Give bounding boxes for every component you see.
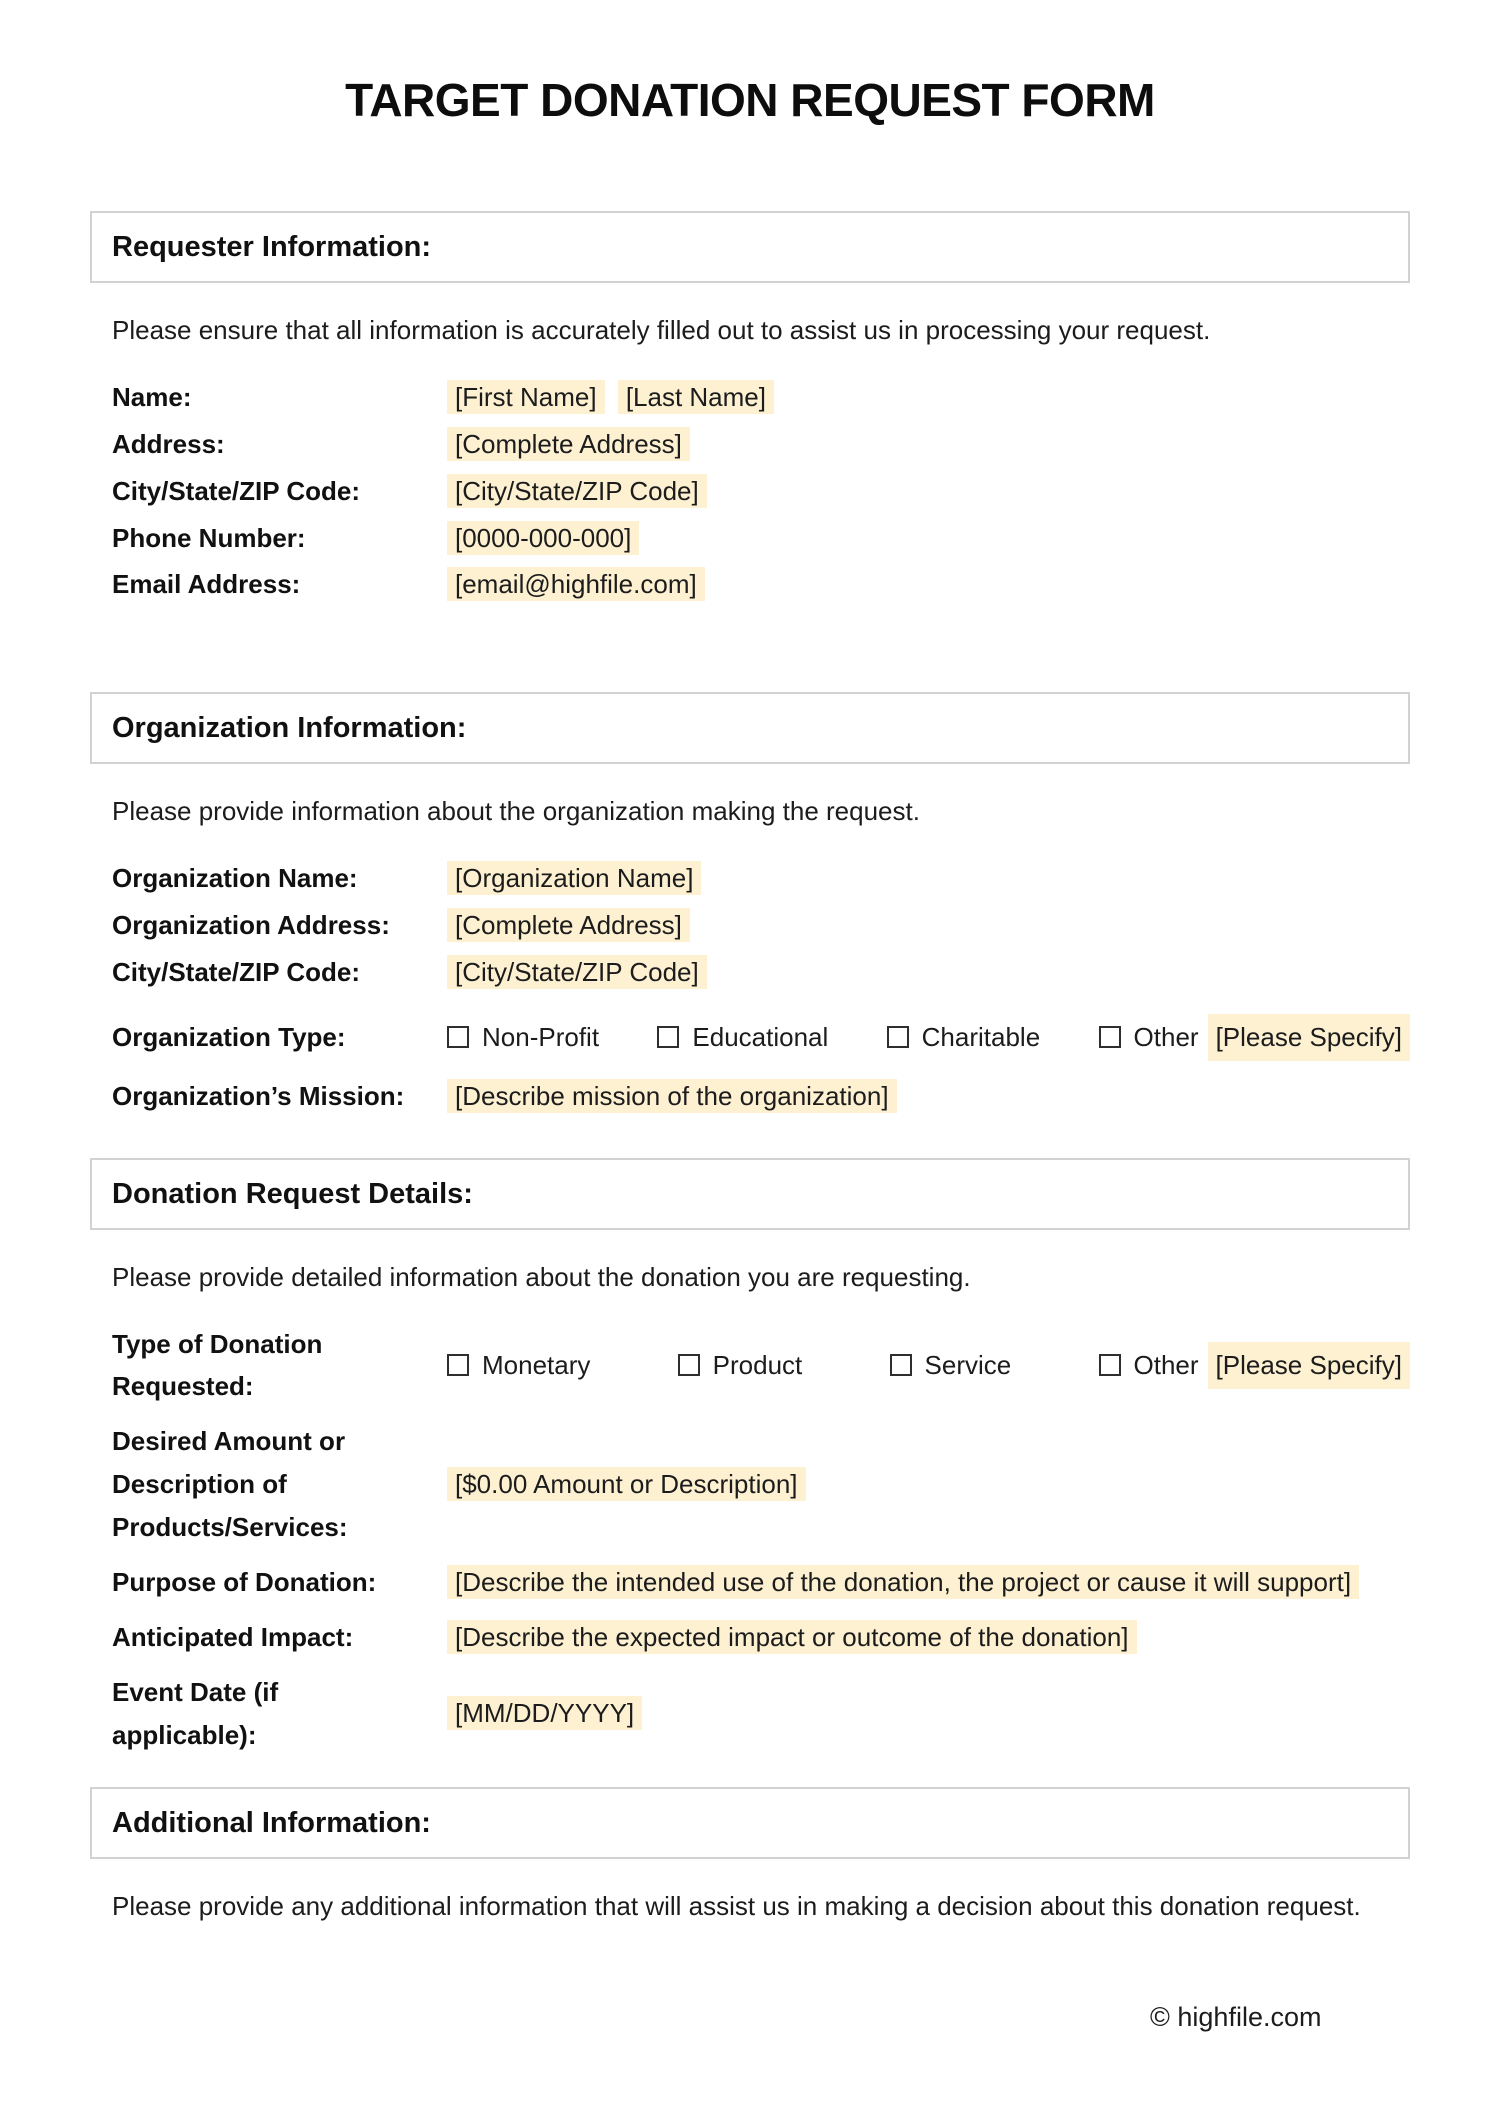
section-heading-box (90, 1158, 1410, 1230)
checkbox-other-donation-type[interactable] (1099, 1354, 1121, 1376)
placeholder-address[interactable]: [Complete Address] (447, 427, 690, 461)
placeholder-other-organization-type[interactable]: [Please Specify] (1208, 1014, 1410, 1061)
section-intro: Please ensure that all information is accurately filled out to assist us in processing your request. (112, 315, 1211, 345)
placeholder-last-name[interactable]: [Last Name] (618, 380, 774, 414)
field-rows (112, 1323, 1410, 1757)
section-intro: Please provide detailed information about the donation you are requesting. (112, 1261, 971, 1292)
checkbox-monetary[interactable] (447, 1354, 469, 1376)
checkbox-other-organization-type[interactable] (1099, 1026, 1121, 1048)
field-value (447, 376, 1410, 419)
field-value (447, 857, 1410, 900)
field-label: Organization Address: (112, 910, 390, 941)
checkbox-label: Monetary (482, 1350, 591, 1381)
field-row-anticipated-impact (112, 1616, 1410, 1659)
section-heading: Requester Information: (112, 231, 432, 263)
field-value (447, 951, 1410, 994)
field-value (447, 904, 1410, 947)
field-row-organization-name (112, 857, 1410, 900)
field-label: Type of Donation Requested: (112, 1328, 323, 1402)
placeholder-other-donation-type[interactable]: [Please Specify] (1208, 1342, 1410, 1389)
field-label: Organization Type: (112, 1021, 346, 1052)
checkbox-label: Educational (692, 1021, 829, 1052)
option-charitable (887, 1016, 1041, 1059)
checkbox-label: Non-Profit (482, 1021, 600, 1052)
placeholder-organization-city-state-zip[interactable]: [City/State/ZIP Code] (447, 955, 707, 989)
field-label: Email Address: (112, 569, 301, 600)
placeholder-phone[interactable]: [0000-000-000] (447, 521, 639, 555)
placeholder-city-state-zip[interactable]: [City/State/ZIP Code] (447, 474, 707, 508)
field-rows (112, 857, 1410, 1117)
field-row-purpose (112, 1561, 1410, 1604)
field-label: Address: (112, 428, 225, 459)
section-heading: Additional Information: (112, 1806, 431, 1839)
field-row-organization-address (112, 904, 1410, 947)
field-label: City/State/ZIP Code: (112, 475, 361, 506)
section-additional-information (90, 1787, 1410, 1928)
field-label: City/State/ZIP Code: (112, 957, 361, 988)
field-label: Organization Name: (112, 863, 358, 894)
option-monetary (447, 1344, 590, 1387)
field-row-donation-type (112, 1323, 1410, 1409)
placeholder-first-name[interactable]: [First Name] (447, 380, 605, 414)
checkbox-group-donation-type (447, 1342, 1410, 1389)
placeholder-desired-amount[interactable]: [$0.00 Amount or Description] (447, 1467, 806, 1501)
field-value (447, 1692, 1410, 1735)
field-row-organization-mission (112, 1075, 1410, 1118)
field-row-address (112, 423, 1410, 466)
section-heading: Organization Information: (112, 712, 467, 745)
field-label: Anticipated Impact: (112, 1621, 354, 1652)
field-row-desired-amount (112, 1420, 1410, 1549)
option-educational (657, 1016, 828, 1059)
field-row-phone (112, 517, 1410, 560)
field-row-organization-type (112, 1014, 1410, 1061)
section-organization-information (90, 692, 1410, 1117)
field-row-city-state-zip (112, 470, 1410, 513)
field-value (447, 1561, 1410, 1604)
field-label: Organization’s Mission: (112, 1080, 405, 1111)
field-value (447, 563, 1410, 606)
placeholder-organization-name[interactable]: [Organization Name] (447, 861, 701, 895)
checkbox-service[interactable] (890, 1354, 912, 1376)
field-value (447, 1616, 1410, 1659)
field-label: Event Date (if applicable): (112, 1676, 279, 1750)
section-heading-box (90, 211, 1410, 283)
checkbox-non-profit[interactable] (447, 1026, 469, 1048)
field-label: Phone Number: (112, 522, 306, 553)
field-value (447, 517, 1410, 560)
section-intro: Please provide information about the organization making the request. (112, 796, 920, 827)
field-value (447, 1463, 1410, 1506)
placeholder-event-date[interactable]: [MM/DD/YYYY] (447, 1696, 642, 1730)
field-value (447, 470, 1410, 513)
checkbox-educational[interactable] (657, 1026, 679, 1048)
checkbox-label: Charitable (921, 1021, 1041, 1052)
option-non-profit (447, 1016, 599, 1059)
footer-credit: © highfile.com (1150, 2002, 1322, 2032)
placeholder-organization-mission[interactable]: [Describe mission of the organization] (447, 1079, 897, 1113)
field-row-event-date (112, 1671, 1410, 1757)
section-heading-box (90, 692, 1410, 764)
option-service (890, 1344, 1012, 1387)
checkbox-product[interactable] (678, 1354, 700, 1376)
section-requester-information (90, 211, 1410, 606)
field-row-email (112, 563, 1410, 606)
checkbox-group-organization-type (447, 1014, 1410, 1061)
field-label: Desired Amount or Description of Products/Services: (112, 1426, 348, 1543)
checkbox-label: Other (1133, 1350, 1199, 1381)
placeholder-anticipated-impact[interactable]: [Describe the expected impact or outcome of the donation] (447, 1620, 1137, 1654)
checkbox-label: Service (924, 1350, 1012, 1381)
field-rows (112, 376, 1410, 606)
section-heading-box (90, 1787, 1410, 1859)
page-title: TARGET DONATION REQUEST FORM (345, 74, 1155, 126)
field-row-organization-city-state-zip (112, 951, 1410, 994)
field-label: Name: (112, 381, 192, 412)
checkbox-charitable[interactable] (887, 1026, 909, 1048)
field-value (447, 1075, 1410, 1118)
placeholder-organization-address[interactable]: [Complete Address] (447, 908, 690, 942)
field-value (447, 423, 1410, 466)
section-intro: Please provide any additional information that will assist us in making a decision about this donation request. (112, 1890, 1361, 1921)
field-row-name (112, 376, 1410, 419)
section-heading: Donation Request Details: (112, 1177, 473, 1210)
option-other-organization-type (1099, 1014, 1410, 1061)
checkbox-label: Other (1133, 1021, 1199, 1052)
option-other-donation-type (1099, 1342, 1410, 1389)
field-label: Purpose of Donation: (112, 1567, 377, 1598)
placeholder-purpose[interactable]: [Describe the intended use of the donation, the project or cause it will support] (447, 1565, 1359, 1599)
option-product (678, 1344, 803, 1387)
section-donation-request-details (90, 1158, 1410, 1757)
checkbox-label: Product (712, 1350, 803, 1381)
placeholder-email[interactable]: [email@highfile.com] (447, 567, 705, 601)
